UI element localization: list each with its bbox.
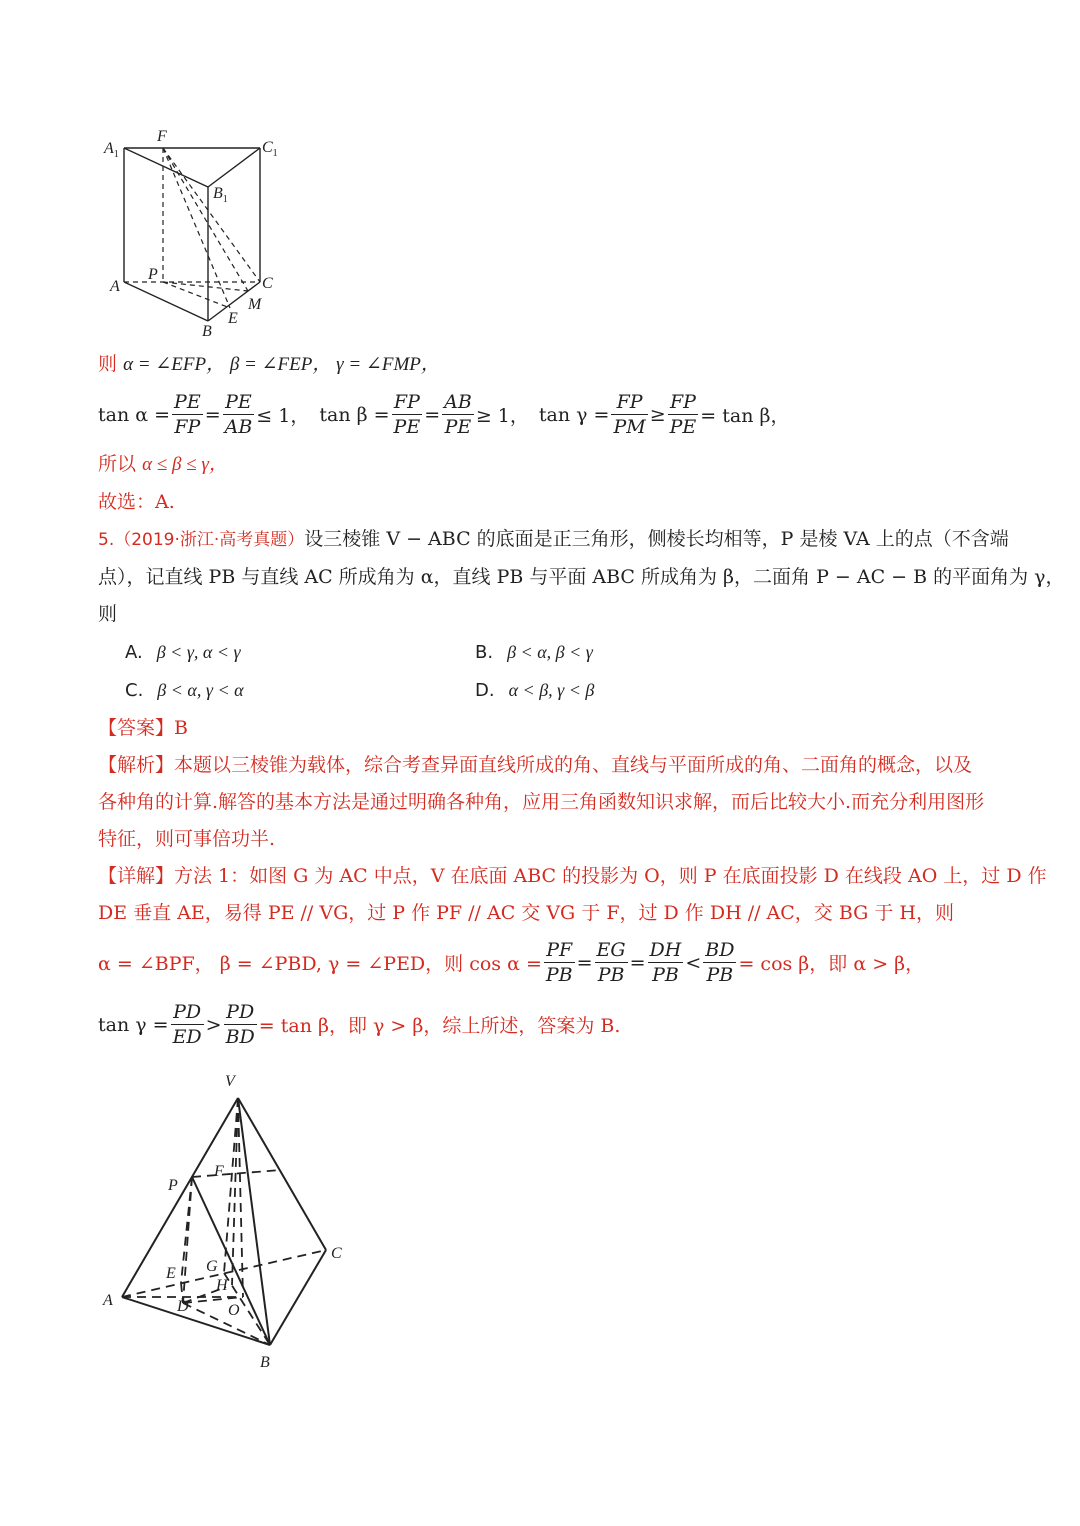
- cos-beta-tail: = cos β，即 α > β，: [738, 953, 925, 975]
- fraction-pf-pb: $\frac{PF}{PB}$: [545, 939, 573, 986]
- label-O: O: [228, 1302, 240, 1319]
- option-c-label: C.: [125, 680, 144, 701]
- label-P-2: P: [168, 1177, 178, 1194]
- fraction-bd-pb: $\frac{BD}{PB}$: [705, 939, 735, 986]
- fraction-ab-pe: $\frac{AB}{PE}$: [444, 391, 472, 438]
- label-E-2: E: [166, 1265, 176, 1282]
- label-M: M: [248, 296, 262, 313]
- question-5-line-2: 点），记直线 PB 与直线 AC 所成角为 α，直线 PB 与平面 ABC 所成角为 β，二面角 P − AC − B 的平面角为 γ，: [98, 566, 1065, 588]
- detail-tan-line: [98, 1000, 620, 1049]
- question-5-text-1: 设三棱锥 V − ABC 的底面是正三角形，侧棱长均相等，P 是棱 VA 上的点（不含端: [304, 528, 1009, 550]
- equals-sign: =: [424, 403, 441, 426]
- equals-tan-beta: = tan β，: [700, 405, 790, 427]
- fraction-pd-ed: $\frac{PD}{ED}$: [172, 1001, 202, 1048]
- label-C1: $C_1$: [262, 139, 278, 159]
- label-C: C: [262, 275, 273, 292]
- option-c: [125, 678, 244, 703]
- detail-line-1: 【详解】方法 1：如图 G 为 AC 中点，V 在底面 ABC 的投影为 O，则 P 在底面投影 D 在线段 AO 上，过 D 作: [98, 865, 1047, 887]
- question-5-number: 5.（2019·浙江·高考真题）: [98, 530, 305, 550]
- angle-definitions: [98, 352, 440, 377]
- equals-sign: =: [629, 951, 646, 974]
- fraction-fp-pe: $\frac{FP}{PE}$: [393, 391, 421, 438]
- answer-line: 【答案】B: [98, 717, 188, 739]
- fraction-pd-bd: $\frac{PD}{BD}$: [225, 1001, 255, 1048]
- label-C-2: C: [331, 1245, 342, 1262]
- tan-beta-lhs: tan β =: [319, 403, 390, 426]
- leq-one: ≤ 1，: [256, 405, 310, 427]
- option-d-text: α < β, γ < β: [508, 680, 595, 700]
- less-than-sign: <: [685, 951, 702, 974]
- fraction-fp-pe-2: $\frac{FP}{PE}$: [669, 391, 697, 438]
- option-c-text: β < α, γ < α: [157, 680, 244, 700]
- label-P: P: [148, 266, 158, 283]
- equals-sign: =: [576, 951, 593, 974]
- tan-gamma-lhs: tan γ =: [538, 403, 610, 426]
- option-a-text: β < γ, α < γ: [156, 642, 241, 662]
- tangent-formulas: [98, 390, 789, 439]
- prism-figure: [100, 125, 300, 340]
- option-b: [475, 640, 593, 665]
- conclusion-line: [98, 452, 228, 477]
- question-5-line-3: 则: [98, 603, 118, 625]
- equals-sign: =: [204, 403, 221, 426]
- option-d-label: D.: [475, 680, 495, 701]
- option-b-text: β < α, β < γ: [507, 642, 593, 662]
- analysis-line-3: 特征，则可事倍功半.: [98, 828, 276, 850]
- angle-definitions-text: α = ∠EFP， β = ∠FEP， γ = ∠FMP，: [123, 354, 440, 375]
- label-G: G: [206, 1258, 218, 1275]
- label-A: A: [110, 278, 120, 295]
- fraction-pe-fp: $\frac{PE}{FP}$: [174, 391, 201, 438]
- question-5-line-1: [98, 527, 1009, 552]
- tan-gamma-lhs-2: tan γ =: [98, 1013, 169, 1036]
- detail-line-2: DE 垂直 AE，易得 PE // VG，过 P 作 PF // AC 交 VG 于 F，过 D 作 DH // AC，交 BG 于 H，则: [98, 902, 954, 924]
- greater-than-sign: >: [205, 1013, 222, 1036]
- label-B-2: B: [260, 1354, 270, 1371]
- fraction-dh-pb: $\frac{DH}{PB}$: [649, 939, 682, 986]
- label-B1: $B_1$: [213, 185, 228, 205]
- cos-lhs: α = ∠BPF， β = ∠PBD, γ = ∠PED，则 cos α =: [98, 953, 542, 975]
- analysis-line-1: 【解析】本题以三棱锥为载体，综合考查异面直线所成的角、直线与平面所成的角、二面角的概念，以及: [98, 754, 973, 776]
- fraction-eg-pb: $\frac{EG}{PB}$: [596, 939, 626, 986]
- label-D: D: [177, 1298, 189, 1315]
- label-A-2: A: [103, 1292, 113, 1309]
- tan-beta-tail: = tan β，即 γ > β，综上所述，答案为 B.: [258, 1015, 621, 1037]
- fraction-fp-pm: $\frac{FP}{PM}$: [613, 391, 646, 438]
- label-B: B: [202, 323, 212, 340]
- then-word: 则: [98, 353, 118, 375]
- detail-cos-line: [98, 938, 924, 987]
- tan-alpha-lhs: tan α =: [98, 403, 171, 426]
- conclusion-inequality: α ≤ β ≤ γ，: [142, 454, 228, 475]
- label-F: F: [157, 128, 167, 145]
- label-H: H: [216, 1277, 228, 1294]
- fraction-pe-ab: $\frac{PE}{AB}$: [224, 391, 253, 438]
- option-b-label: B.: [475, 642, 494, 663]
- option-d: [475, 678, 594, 703]
- label-A1: $A_1$: [104, 140, 119, 160]
- option-a-label: A.: [125, 642, 143, 663]
- label-E: E: [228, 310, 238, 327]
- choice-line: 故选：A.: [98, 491, 175, 513]
- analysis-line-2: 各种角的计算.解答的基本方法是通过明确各种角，应用三角函数知识求解，而后比较大小.而充分利用图形: [98, 791, 985, 813]
- label-V: V: [225, 1073, 235, 1090]
- geq-one: ≥ 1，: [475, 405, 529, 427]
- tetrahedron-figure: [95, 1065, 365, 1375]
- label-F-2: F: [214, 1163, 224, 1180]
- geq-sign: ≥: [649, 403, 666, 426]
- option-a: [125, 640, 241, 665]
- therefore-word: 所以: [98, 453, 137, 475]
